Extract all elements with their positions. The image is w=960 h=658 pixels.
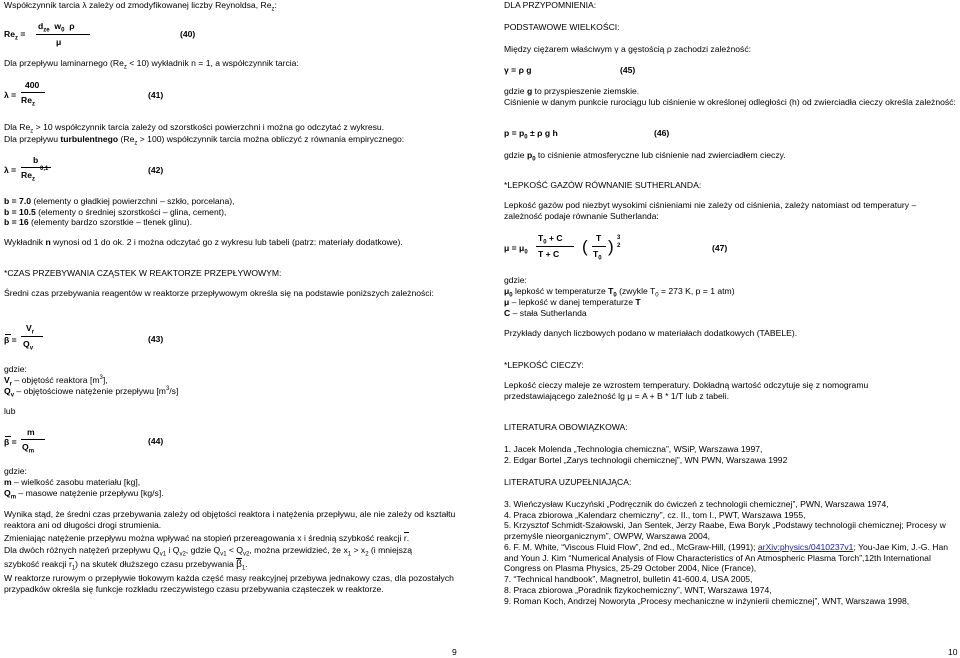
lub-text: lub	[4, 406, 16, 416]
paragraph-2: Zmieniając natężenie przepływu można wpływać na stopień przereagowania x i średnią szybkość reakcji r .	[4, 533, 410, 543]
lit-item-4: 4. Praca zbiorowa „Kalendarz chemiczny”, cz. II., tom I., PWT, Warszawa 1955,	[504, 509, 806, 520]
gdzie-2: gdzie:	[4, 466, 27, 476]
reminder-heading: DLA PRZYPOMNIENIA:	[504, 0, 597, 10]
lit-item-5: 5. Krzysztof Schmidt-Szałowski, Jan Sentek, Jerzy Raabe, Ewa Boryk „Podstawy technologii chemicznej; Procesy w przemyśle nieorganicznym”, OWPW, Warszawa 2004,	[504, 520, 946, 542]
lit-required-list	[504, 444, 787, 465]
liquid-viscosity-title: *LEPKOŚĆ CIECZY:	[504, 360, 584, 370]
b-value-3: b = 16 (elementy bardzo szorstkie – tlenek glinu).	[4, 217, 192, 228]
page-number-right: 10	[948, 647, 958, 657]
page-number-left: 9	[452, 647, 457, 657]
lit-item-8: 8. Praca zbiorowa „Poradnik fizykochemiczny”, WNT, Warszawa 1974,	[504, 584, 772, 595]
examples-note: Przykłady danych liczbowych podano w materiałach dodatkowych (TABELE).	[504, 328, 798, 338]
lit-item-6: 6. F. M. White, “Viscous Fluid Flow”, 2nd ed., McGraw-Hill, (1991); arXiv:physics/0410237v1; You-Jae Kim, J.-G. Han and Youn J. Kim “Numerical Analysis of Flow Characteristics of An Atmospheric Plasma Torch”,12th International Congress on Plasma Physics, 25-29 October 2004, Nice (France),	[504, 541, 949, 574]
mu0-definition: $\mu_0$ lepkość w temperaturze $T_0$ (zwykle $T_0 = 273$ K, p = 1 atm)	[504, 286, 735, 299]
arxiv-link[interactable]: arXiv:physics/0410237v1	[757, 541, 854, 552]
b-values-list	[4, 196, 235, 228]
residence-intro: Średni czas przebywania reagentów w reaktorze przepływowym określa się na podstawie poniższych zależności:	[4, 288, 434, 298]
turbulent-text-2: Dla przepływu turbulentnego $(Re_z > 100)$ współczynnik tarcia można obliczyć z równania empirycznego:	[4, 134, 405, 147]
b-value-1: b = 7.0 (elementy o gładkiej powierzchni – szkło, porcelana),	[4, 196, 235, 206]
pressure-definition: Ciśnienie w danym punkcie rurociągu lub ciśnienie w określonej odległości (h) od zwierciadła cieczy określa zależność:	[504, 97, 956, 107]
lit-item-3: 3. Wieńczysław Kuczyński „Podręcznik do ćwiczeń z technologii chemicznej”, PWN, Warszawa 1974,	[504, 499, 889, 509]
weight-density-relation: Między ciężarem właściwym γ a gęstością ρ zachodzi zależność:	[504, 44, 752, 54]
lit-extra-list	[504, 499, 956, 606]
equation-45: γ = ρ g (45)	[504, 65, 636, 75]
reynolds-heading: Współczynnik tarcia λ zależy od zmodyfikowanej liczby Reynoldsa, $Re_z$:	[4, 0, 277, 13]
gas-viscosity-text: Lepkość gazów pod niezbyt wysokimi ciśnieniami nie zależy od ciśnienia, zależy natomiast od temperatury – zależność podaje równanie Sutherlanda:	[504, 200, 917, 221]
qv-definition: $Q_v$ – objętościowe natężenie przepływu $[m^3/s]$	[4, 386, 179, 399]
m-definition: m – wielkość zasobu materiału [kg],	[4, 477, 141, 487]
basics-heading: PODSTAWOWE WIELKOŚCI:	[504, 22, 620, 32]
paragraph-1: Wynika stąd, że średni czas przebywania zależy od objętości reaktora i natężenia przepływu, ale nie zależy od kształtu reaktora ani od długości drogi strumienia.	[4, 509, 456, 530]
g-definition: gdzie g to przyspieszenie ziemskie.	[504, 86, 640, 96]
vr-definition: $V_r$ – objętość reaktora $[m^3]$,	[4, 375, 108, 388]
gdzie-1: gdzie:	[4, 364, 27, 374]
laminar-text: Dla przepływu laminarnego $(Re_z < 10)$ wykładnik n = 1, a współczynnik tarcia:	[4, 58, 299, 71]
paragraph-5: W reaktorze rurowym o przepływie tłokowym każda część masy reakcyjnej przebywa jednakowy czas, dla pozostałych przypadków określa się funkcje rozkładu rzeczywistego czasu przebywania cząsteczek w reaktorze.	[4, 573, 454, 594]
gas-viscosity-title: *LEPKOŚĆ GAZÓW RÓWNANIE SUTHERLANDA:	[504, 180, 702, 190]
paragraph-4: szybkość reakcji r $_1$) na skutek dłuższego czasu przebywania β $_1$.	[4, 559, 248, 572]
b-value-2: b = 10.5 (elementy o średniej szorstkości – glina, cement),	[4, 206, 227, 217]
turbulent-text-1: Dla $Re_z > 10$ współczynnik tarcia zależy od szorstkości powierzchni i można go odczytać z wykresu.	[4, 122, 385, 135]
lit-required-title: LITERATURA OBOWIĄZKOWA:	[504, 422, 628, 432]
mu-definition: μ – lepkość w danej temperaturze T	[504, 297, 641, 307]
exponent-text: Wykładnik n wynosi od 1 do ok. 2 i można odczytać go z wykresu lub tabeli (patrz: materiały dodatkowe).	[4, 237, 403, 247]
lit-extra-title: LITERATURA UZUPEŁNIAJĄCA:	[504, 477, 632, 487]
section-title-residence-time: *CZAS PRZEBYWANIA CZĄSTEK W REAKTORZE PRZEPŁYWOWYM:	[4, 268, 282, 278]
equation-46: $p = p_0 \pm \rho$ g h (46)	[504, 128, 670, 141]
lit-item-9: 9. Roman Koch, Andrzej Noworyta „Procesy mechaniczne w inżynierii chemicznej”, WNT, Warszawa 1998,	[504, 595, 910, 606]
lit-item-2: 2. Edgar Bortel „Zarys technologii chemicznej”, WN PWN, Warszawa 1992	[504, 454, 788, 465]
gdzie-right: gdzie:	[504, 275, 527, 285]
lit-item-1: 1. Jacek Molenda „Technologia chemiczna”, WSiP, Warszawa 1997,	[504, 444, 763, 454]
c-definition: C – stała Sutherlanda	[504, 308, 587, 318]
paragraph-3: Dla dwóch różnych natężeń przepływu $Q_{v1}$ i $Q_{v2}$, gdzie $Q_{v1} < Q_{v2}$, można przewidzieć, że $x_1 > x_2$ (i mniejszą	[4, 545, 413, 558]
p0-definition: gdzie $p_0$ to ciśnienie atmosferyczne lub ciśnienie nad zwierciadłem cieczy.	[504, 150, 786, 163]
lit-item-7: 7. “Technical handbook”, Magnetrol, bulletin 41-600.4, USA 2005,	[504, 574, 753, 585]
qm-definition: $Q_m$ – masowe natężenie przepływu [kg/s].	[4, 488, 164, 501]
liquid-viscosity-text: Lepkość cieczy maleje ze wzrostem temperatury. Dokładną wartość odczytuje się z nomogramu przedstawiającego zależność lg μ = A + B * 1/T lub z tabeli.	[504, 380, 869, 401]
